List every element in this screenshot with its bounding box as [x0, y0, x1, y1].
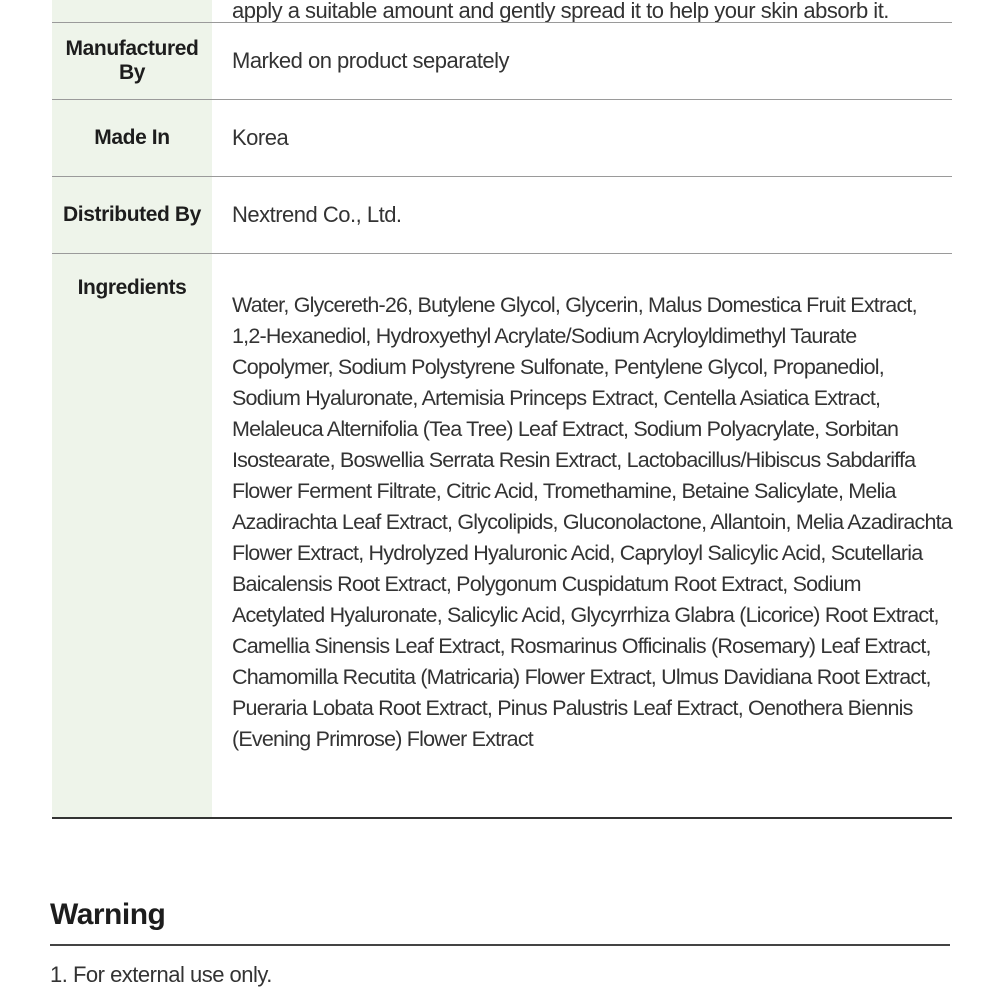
ingredients-row [52, 254, 952, 819]
usage-value-cell [212, 0, 952, 22]
warning-item-1: 1. For external use only. [50, 962, 272, 987]
ingredients-label: Ingredients [52, 254, 212, 817]
product-spec-table [52, 0, 952, 819]
usage-label-cell [52, 0, 212, 22]
manufacturer-row [52, 23, 952, 100]
warning-divider [50, 944, 950, 946]
ingredients-value: Water, Glycereth-26, Butylene Glycol, Glycerin, Malus Domestica Fruit Extract, 1,2-Hexanediol, Hydroxyethyl Acrylate/Sodium Acryloyldimethyl Taurate Copolymer, Sodium Polystyrene Sulfonate, Pentylene Glycol, Propanediol, Sodium Hyaluronate, Artemisia Princeps Extract, Centella Asiatica Extract, Melaleuca Alternifolia (Tea Tree) Leaf Extract, Sodium Polyacrylate, Sorbitan Isostearate, Boswellia Serrata Resin Extract, Lactobacillus/Hibiscus Sabdariffa Flower Ferment Filtrate, Citric Acid, Tromethamine, Betaine Salicylate, Melia Azadirachta Leaf Extract, Glycolipids, Gluconolactone, Allantoin, Melia Azadirachta Flower Extract, Hydrolyzed Hyaluronic Acid, Capryloyl Salicylic Acid, Scutellaria Baicalensis Root Extract, Polygonum Cuspidatum Root Extract, Sodium Acetylated Hyaluronate, Salicylic Acid, Glycyrrhiza Glabra (Licorice) Root Extract, Camellia Sinensis Leaf Extract, Rosmarinus Officinalis (Rosemary) Leaf Extract, Chamomilla Recutita (Matricaria) Flower Extract, Ulmus Davidiana Root Extract, Pueraria Lobata Root Extract, Pinus Palustris Leaf Extract, Oenothera Biennis (Evening Primrose) Flower Extract [232, 293, 952, 751]
usage-row [52, 0, 952, 23]
warning-heading: Warning [50, 898, 166, 931]
origin-label: Made In [52, 100, 212, 176]
origin-row [52, 100, 952, 177]
distributor-row [52, 177, 952, 254]
distributor-value: Nextrend Co., Ltd. [232, 202, 402, 227]
origin-value: Korea [232, 125, 289, 150]
manufacturer-label: Manufactured By [52, 23, 212, 99]
distributor-label: Distributed By [52, 177, 212, 253]
manufacturer-value: Marked on product separately [232, 48, 510, 73]
usage-text: apply a suitable amount and gently spread it to help your skin absorb it. [232, 0, 889, 22]
